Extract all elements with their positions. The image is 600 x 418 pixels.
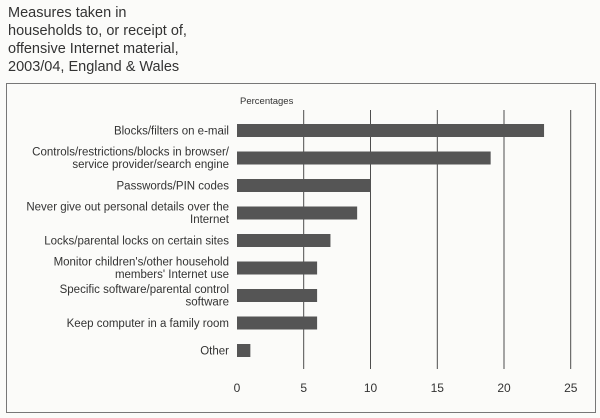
tick-labels <box>234 381 578 395</box>
bar-8 <box>237 344 250 357</box>
bar-7 <box>237 317 317 330</box>
category-label-line: Blocks/filters on e-mail <box>113 125 229 138</box>
title-line-4: 2003/04, England & Wales <box>8 59 180 75</box>
chart-frame <box>6 83 596 413</box>
bar-3 <box>237 207 357 220</box>
bar-6 <box>237 289 317 302</box>
category-label-0 <box>114 126 229 138</box>
tick-label-25: 25 <box>564 381 578 395</box>
category-label-line: service provider/search engine <box>72 159 229 171</box>
tick-label-10: 10 <box>363 381 378 395</box>
tick-label-0: 0 <box>233 381 241 395</box>
category-label-8 <box>200 346 229 358</box>
category-label-3 <box>26 202 229 227</box>
category-label-line: Internet <box>190 214 229 226</box>
bar-2 <box>237 179 371 192</box>
title-line-1: Measures taken in <box>8 5 127 21</box>
category-label-6 <box>60 284 229 309</box>
category-labels <box>26 126 229 358</box>
title-line-3: offensive Internet material, <box>8 41 179 57</box>
title-line-2: households to, or receipt of, <box>8 23 187 39</box>
chart-title <box>8 4 238 76</box>
bars <box>237 124 544 357</box>
category-label-line: Other <box>200 345 229 358</box>
gridlines <box>304 110 571 369</box>
category-label-7 <box>67 318 229 330</box>
category-label-line: Specific software/parental control <box>59 284 229 296</box>
category-label-line: Monitor children's/other household <box>53 256 229 269</box>
tick-label-5: 5 <box>300 381 308 395</box>
category-label-line: Never give out personal details over the <box>26 201 229 214</box>
bar-5 <box>237 262 317 275</box>
category-label-line: software <box>185 296 229 309</box>
category-label-line: Controls/restrictions/blocks in browser/ <box>32 146 229 159</box>
tick-label-20: 20 <box>497 381 511 395</box>
category-label-4 <box>44 236 229 248</box>
category-label-1 <box>32 147 230 172</box>
category-label-line: Keep computer in a family room <box>66 318 229 330</box>
category-label-line: Locks/parental locks on certain sites <box>44 235 229 248</box>
category-label-line: Passwords/PIN codes <box>116 180 229 193</box>
unit-label: Percentages <box>240 96 294 107</box>
category-label-line: members' Internet use <box>114 269 229 281</box>
bar-1 <box>237 152 491 165</box>
tick-label-15: 15 <box>430 381 444 395</box>
category-label-2 <box>117 181 230 193</box>
category-label-5 <box>54 257 229 282</box>
bar-chart <box>7 84 595 412</box>
bar-4 <box>237 234 330 247</box>
bar-0 <box>237 124 544 137</box>
